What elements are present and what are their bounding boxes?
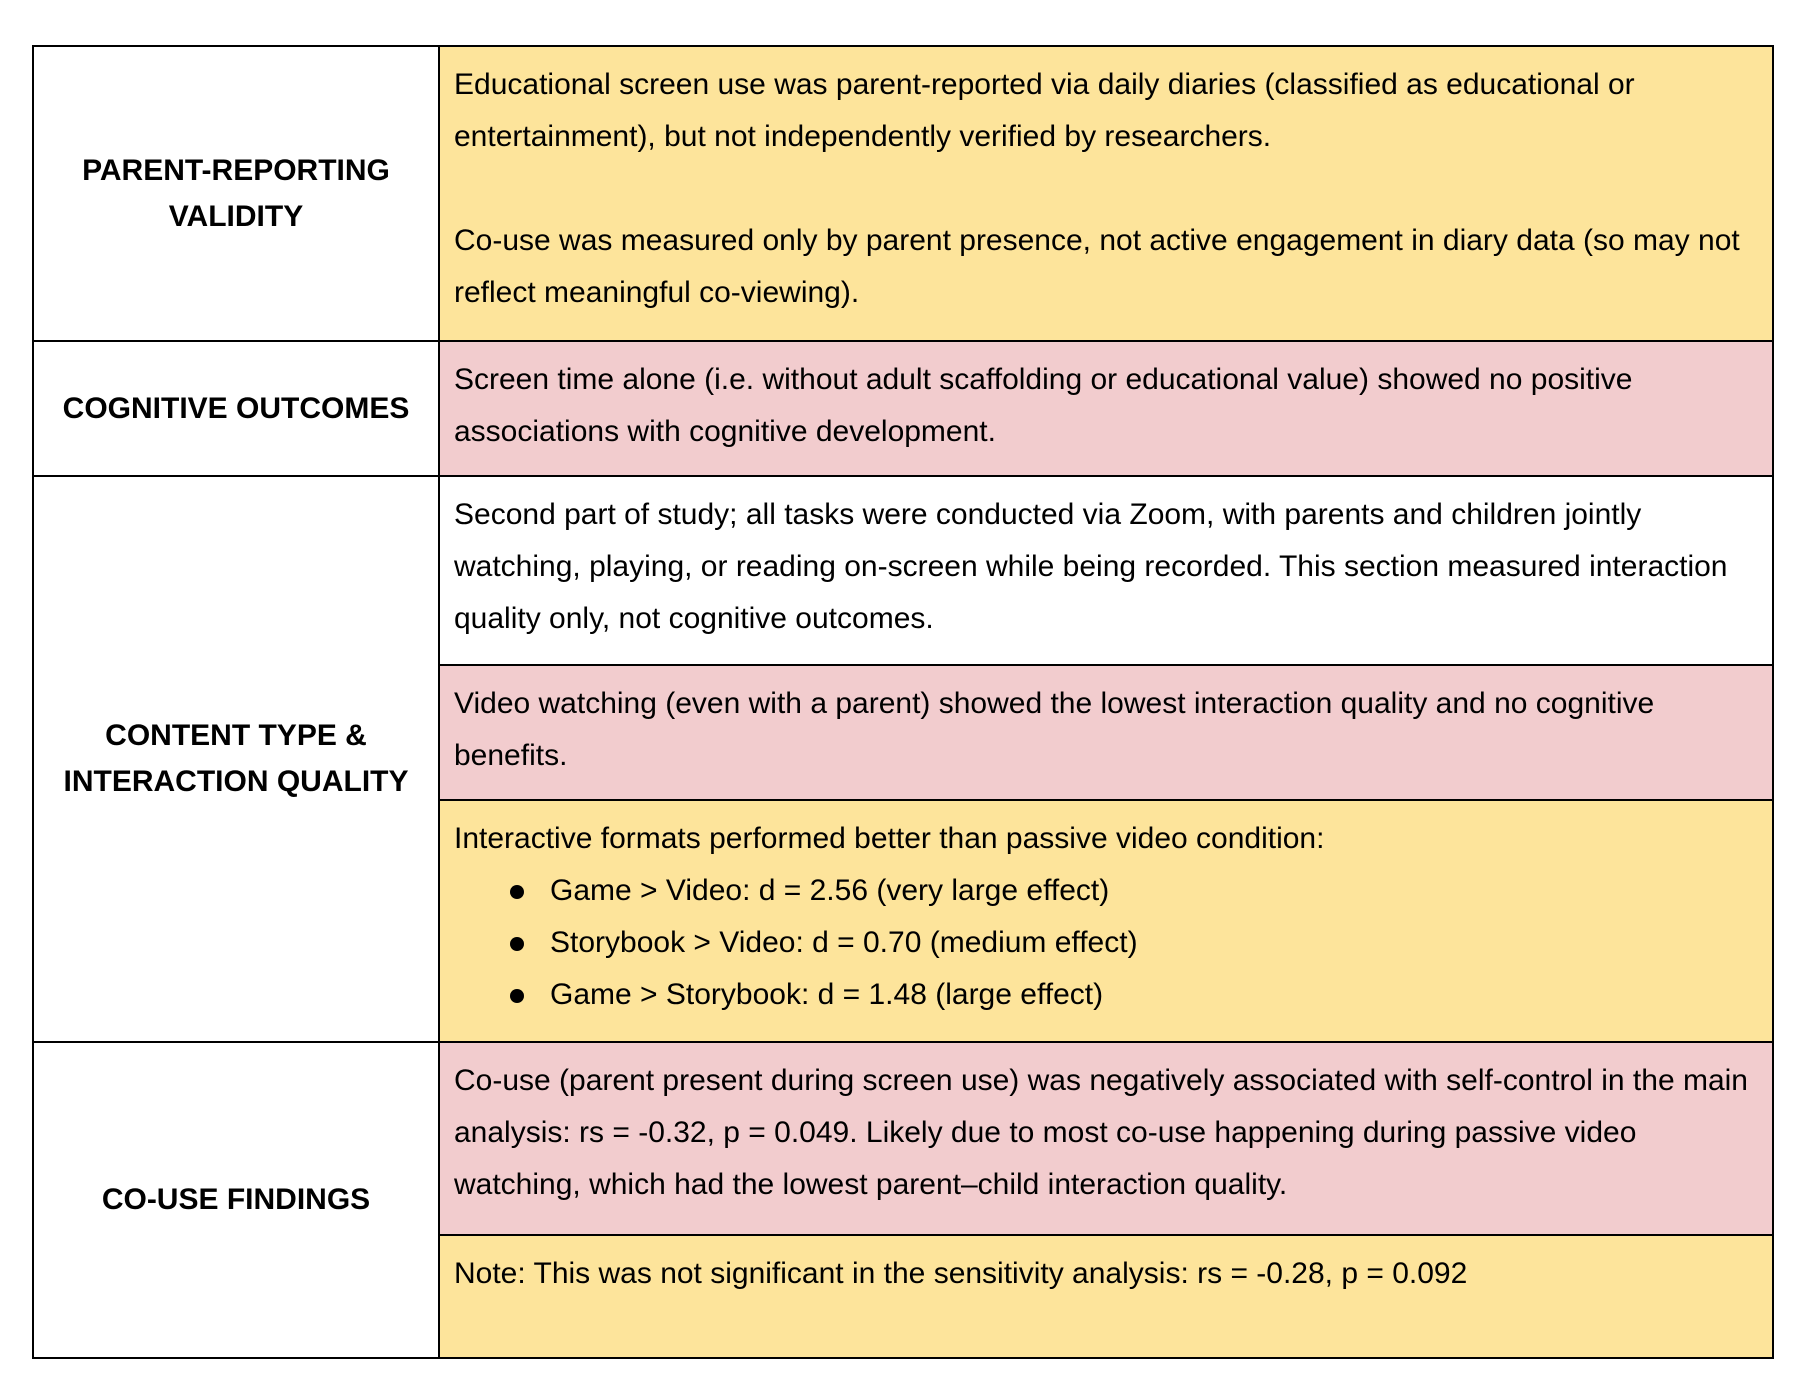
list-item-text: Game > Video: d = 2.56 (very large effect) [550,874,1110,907]
list-item-text: Storybook > Video: d = 0.70 (medium effect) [550,926,1138,959]
cell-video-watching: Video watching (even with a parent) showed the lowest interaction quality and no cognitive benefits. [439,665,1773,800]
interactive-formats-intro: Interactive formats performed better than passive video condition: [454,822,1325,855]
bullet-icon [510,937,524,951]
findings-table [32,45,1774,1359]
label-cognitive-outcomes: COGNITIVE OUTCOMES [33,341,439,476]
label-line: CONTENT TYPE & [105,719,367,752]
row-parent-reporting [33,46,1773,341]
label-parent-reporting-validity [33,46,439,341]
row-co-use-1 [33,1042,1773,1235]
label-line: PARENT-REPORTING [82,153,390,187]
paragraph-diary-reporting: Educational screen use was parent-reported via daily diaries (classified as educational or entertainment), but not independently verified by researchers. [454,68,1635,153]
list-item [454,917,1758,969]
list-item-text: Game > Storybook: d = 1.48 (large effect) [550,978,1104,1011]
label-co-use-findings: CO-USE FINDINGS [33,1042,439,1358]
cell-study-part-two: Second part of study; all tasks were conducted via Zoom, with parents and children jointly watching, playing, or reading on-screen while being recorded. This section measured interaction quality only, not cognitive outcomes. [439,476,1773,665]
list-item [454,969,1758,1021]
cell-co-use-association: Co-use (parent present during screen use) was negatively associated with self-control in the main analysis: rs = -0.32, p = 0.049. Likely due to most co-use happening during passive video watching, which had the lowest parent–child interaction quality. [439,1042,1773,1235]
list-item [454,865,1758,917]
label-content-type-interaction-quality [33,476,439,1042]
label-line: VALIDITY [168,199,304,233]
label-line: INTERACTION QUALITY [63,765,409,798]
row-content-type-1 [33,476,1773,665]
paragraph-co-use-measurement: Co-use was measured only by parent presence, not active engagement in diary data (so may not reflect meaningful co-viewing). [454,224,1740,309]
bullet-icon [510,885,524,899]
bullet-icon [510,989,524,1003]
row-cognitive-outcomes [33,341,1773,476]
cell-cognitive-outcomes: Screen time alone (i.e. without adult scaffolding or educational value) showed no positive associations with cognitive development. [439,341,1773,476]
effect-size-list [454,865,1758,1021]
cell-parent-reporting [439,46,1773,341]
cell-interactive-formats [439,800,1773,1042]
cell-sensitivity-note: Note: This was not significant in the sensitivity analysis: rs = -0.28, p = 0.092 [439,1235,1773,1358]
